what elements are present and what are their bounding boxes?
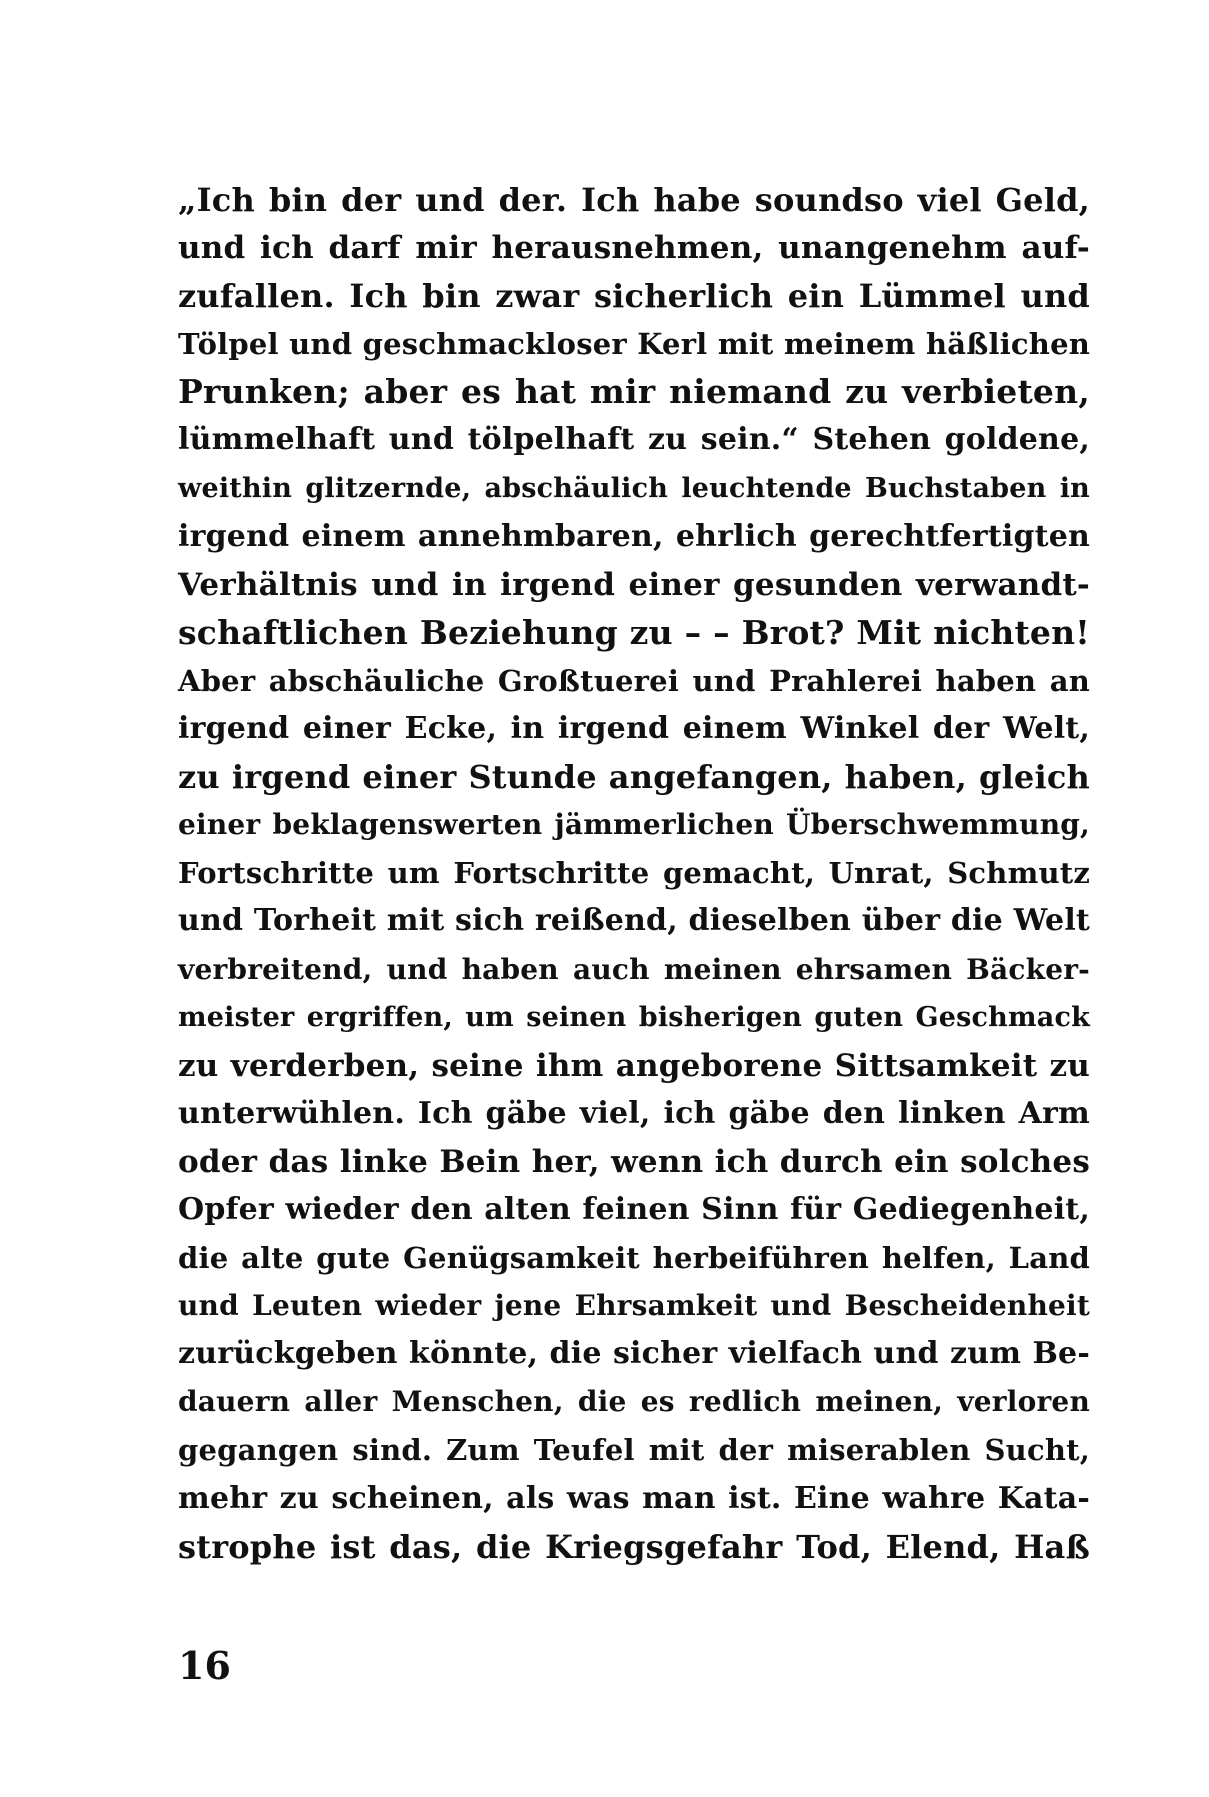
text-line: irgend einem annehmbaren, ehrlich gerechtfertigten	[178, 518, 1090, 554]
text-line: verbreitend, und haben auch meinen ehrsamen Bäcker-	[178, 952, 1090, 986]
text-line: Tölpel und geschmackloser Kerl mit meinem häßlichen	[178, 327, 1090, 362]
text-line: Opfer wieder den alten feinen Sinn für Gediegenheit,	[178, 1191, 1090, 1227]
text-line: unterwühlen. Ich gäbe viel, ich gäbe den linken Arm	[178, 1095, 1090, 1131]
text-line: schaftlichen Beziehung zu – – Brot? Mit nichten!	[178, 612, 1090, 652]
text-line: zufallen. Ich bin zwar sicherlich ein Lümmel und	[178, 277, 1090, 316]
text-line: „Ich bin der und der. Ich habe soundso viel Geld,	[178, 181, 1090, 219]
text-line: zurückgeben könnte, die sicher vielfach und zum Be-	[178, 1336, 1090, 1372]
text-line: meister ergriffen, um seinen bisherigen guten Geschmack	[178, 1001, 1090, 1033]
text-line: und ich darf mir herausnehmen, unangenehm auf-	[178, 230, 1090, 267]
text-line: mehr zu scheinen, als was man ist. Eine wahre Kata-	[178, 1480, 1090, 1516]
text-line: zu irgend einer Stunde angefangen, haben, gleich	[178, 758, 1090, 797]
text-line: und Torheit mit sich reißend, dieselben über die Welt	[178, 903, 1090, 939]
text-line: zu verderben, seine ihm angeborene Sittsamkeit zu	[178, 1047, 1090, 1084]
text-line: Fortschritte um Fortschritte gemacht, Unrat, Schmutz	[178, 856, 1090, 891]
text-line: lümmelhaft und tölpelhaft zu sein.“ Stehen goldene,	[178, 422, 1090, 458]
text-line: gegangen sind. Zum Teufel mit der miserablen Sucht,	[178, 1433, 1090, 1468]
text-line: Aber abschäuliche Großtuerei und Prahlerei haben an	[178, 663, 1090, 698]
text-line: oder das linke Bein her, wenn ich durch ein solches	[178, 1143, 1090, 1180]
text-line: und Leuten wieder jene Ehrsamkeit und Bescheidenheit	[178, 1289, 1090, 1323]
text-line: strophe ist das, die Kriegsgefahr Tod, Elend, Haß	[178, 1527, 1090, 1566]
text-line: Prunken; aber es hat mir niemand zu verbieten,	[178, 372, 1090, 412]
text-line: weithin glitzernde, abschäulich leuchtende Buchstaben in	[178, 472, 1090, 504]
text-line: irgend einer Ecke, in irgend einem Winkel der Welt,	[178, 711, 1090, 747]
text-line: einer beklagenswerten jämmerlichen Überschwemmung,	[178, 808, 1090, 842]
page-number: 16	[178, 1643, 231, 1688]
text-line: Verhältnis und in irgend einer gesunden verwandt-	[178, 566, 1090, 603]
text-line: dauern aller Menschen, die es redlich meinen, verloren	[178, 1385, 1090, 1419]
body-text	[178, 176, 1090, 1571]
text-line: die alte gute Genügsamkeit herbeiführen helfen, Land	[178, 1241, 1090, 1276]
